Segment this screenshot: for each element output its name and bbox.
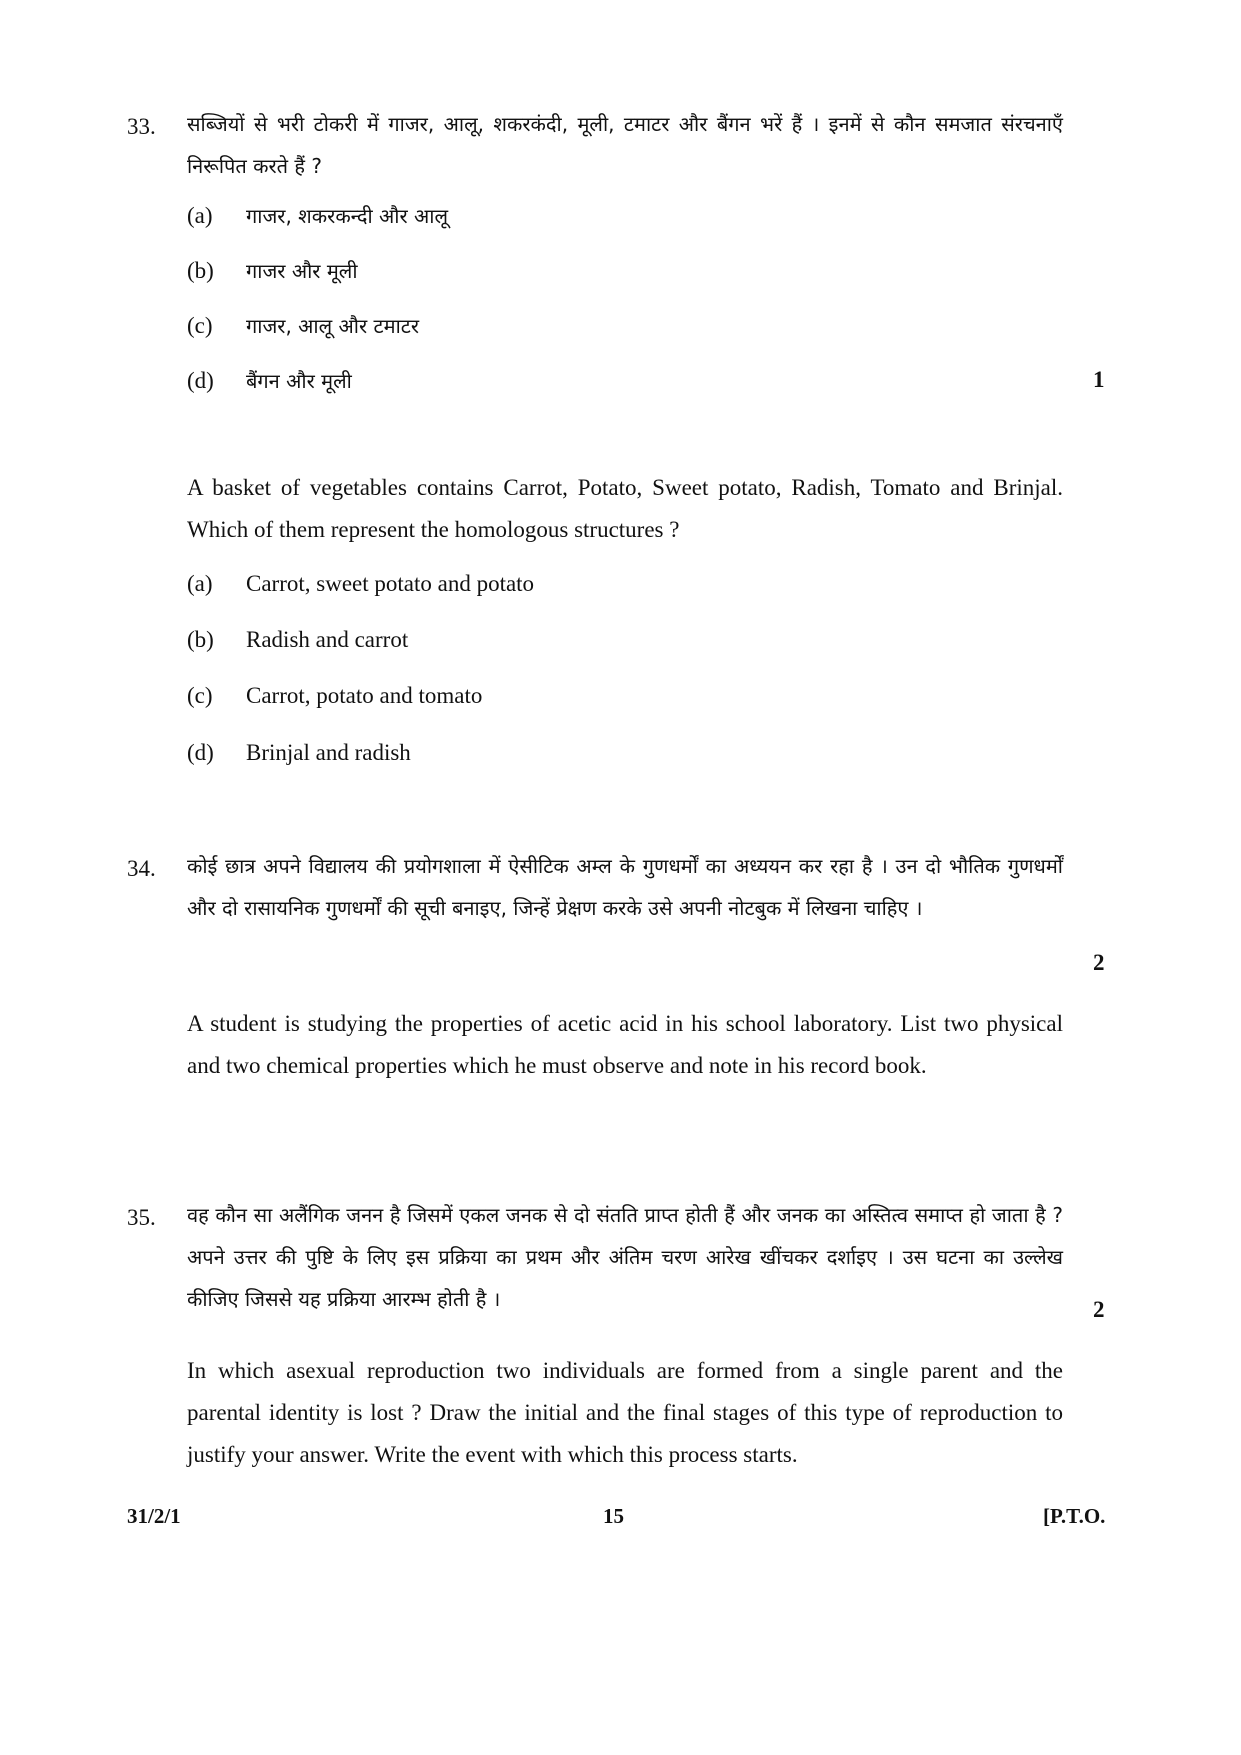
- marks-value: 1: [1093, 367, 1105, 392]
- marks-value: 2: [1093, 950, 1105, 975]
- page-number: 15: [603, 1504, 624, 1528]
- paper-code: 31/2/1: [127, 1504, 181, 1528]
- option-label: (a): [187, 571, 213, 596]
- question-35-english: In which asexual reproduction two individuals are formed from a single parent and the parental identity is lost ? Draw the initial and the final stages of this type of reproduction to justify your answer. Write the event with which this process starts.: [187, 1358, 1063, 1467]
- option-text: Brinjal and radish: [246, 740, 411, 765]
- option-label: (d): [187, 740, 214, 765]
- option-text: Carrot, potato and tomato: [246, 683, 483, 708]
- question-34-hindi: कोई छात्र अपने विद्यालय की प्रयोगशाला में ऐसीटिक अम्ल के गुणधर्मों का अध्ययन कर रहा है । उन दो भौतिक गुणधर्मों और दो रासायनिक गुणधर्मों की सूची बनाइए, जिन्हें प्रेक्षण करके उसे अपनी नोटबुक में लिखना चाहिए ।: [187, 854, 1063, 920]
- question-number: 34.: [127, 856, 156, 881]
- pto-note: [P.T.O.: [1043, 1504, 1106, 1528]
- option-text: गाजर, शकरकन्दी और आलू: [246, 204, 449, 228]
- option-label: (b): [187, 258, 214, 283]
- marks-value: 2: [1093, 1297, 1105, 1322]
- option-text: बैंगन और मूली: [246, 369, 352, 393]
- option-label: (b): [187, 627, 214, 652]
- option-label: (d): [187, 368, 214, 393]
- option-label: (c): [187, 683, 213, 708]
- question-34-english: A student is studying the properties of acetic acid in his school laboratory. List two physical and two chemical properties which he must observe and note in his record book.: [187, 1011, 1063, 1078]
- option-label: (a): [187, 203, 213, 228]
- option-text: गाजर और मूली: [246, 259, 358, 283]
- option-text: Radish and carrot: [246, 627, 409, 652]
- question-33-english-stem: A basket of vegetables contains Carrot, Potato, Sweet potato, Radish, Tomato and Brinjal. Which of them represent the homologous structures ?: [187, 475, 1063, 542]
- option-text: Carrot, sweet potato and potato: [246, 571, 535, 596]
- option-label: (c): [187, 313, 213, 338]
- question-number: 33.: [127, 114, 156, 139]
- question-33-hindi-stem: सब्जियों से भरी टोकरी में गाजर, आलू, शकरकंदी, मूली, टमाटर और बैंगन भरें हैं । इनमें से कौन समजात संरचनाएँ निरूपित करते हैं ?: [187, 112, 1063, 178]
- option-text: गाजर, आलू और टमाटर: [246, 314, 420, 338]
- question-35-hindi: वह कौन सा अलैंगिक जनन है जिसमें एकल जनक से दो संतति प्राप्त होती हैं और जनक का अस्तित्व समाप्त हो जाता है ? अपने उत्तर की पुष्टि के लिए इस प्रक्रिया का प्रथम और अंतिम चरण आरेख खींचकर दर्शाइए । उस घटना का उल्लेख कीजिए जिससे यह प्रक्रिया आरम्भ होती है ।: [187, 1203, 1063, 1311]
- question-number: 35.: [127, 1205, 156, 1230]
